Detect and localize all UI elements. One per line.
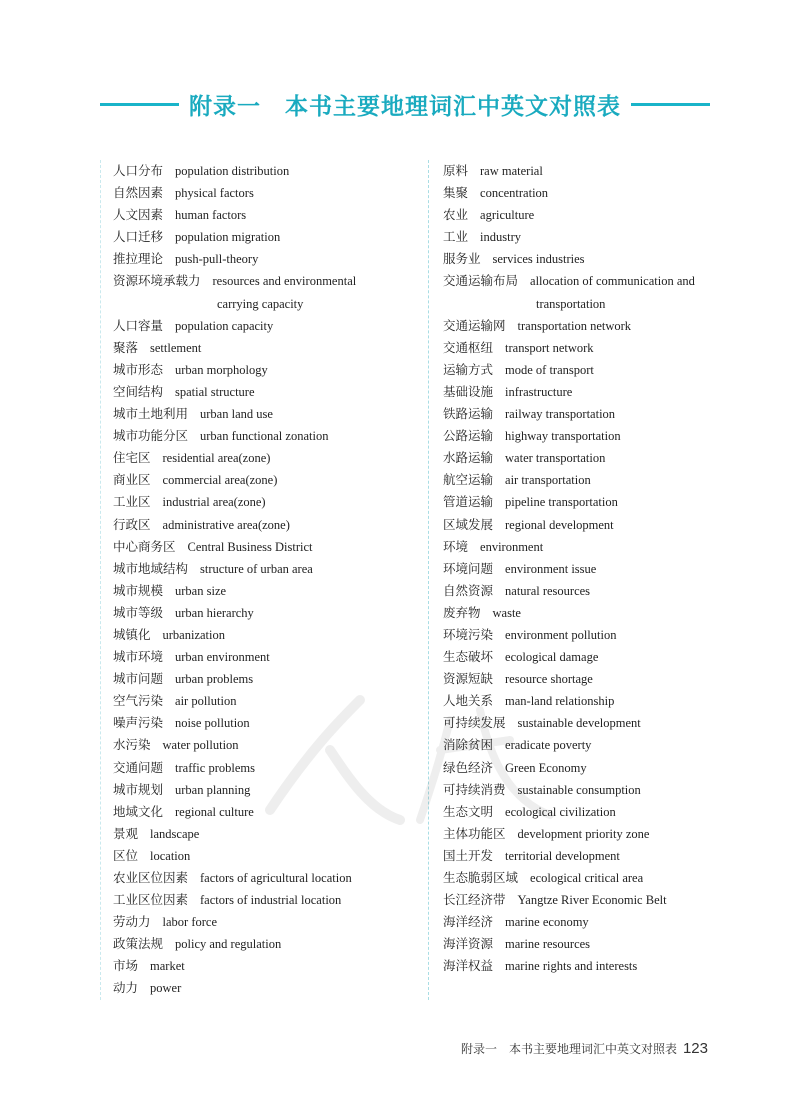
term-english: sustainable development [517, 716, 641, 731]
glossary-entry [113, 889, 423, 911]
term-english: urban problems [175, 672, 254, 687]
glossary-entry [113, 182, 423, 204]
term-chinese: 集聚 [443, 185, 469, 201]
term-chinese: 空气污染 [113, 693, 164, 709]
term-english: natural resources [505, 583, 591, 598]
left-margin-rule [100, 160, 101, 1000]
term-chinese: 环境问题 [443, 560, 494, 576]
term-chinese: 人口迁移 [113, 229, 164, 245]
glossary-entry [443, 315, 743, 337]
glossary-entry [443, 226, 743, 248]
term-english: spatial structure [175, 384, 255, 399]
term-chinese: 动力 [113, 980, 139, 996]
term-english: pipeline transportation [505, 495, 618, 510]
title-rule-right [631, 103, 710, 106]
term-english: population capacity [175, 318, 274, 333]
glossary-entry [443, 337, 743, 359]
term-english: industry [480, 230, 521, 245]
term-english: administrative area(zone) [162, 517, 290, 532]
term-chinese: 铁路运输 [443, 406, 494, 422]
glossary-entry [113, 624, 423, 646]
term-chinese: 主体功能区 [443, 825, 506, 841]
term-chinese: 城市问题 [113, 671, 164, 687]
glossary-entry [113, 845, 423, 867]
term-english: marine economy [505, 915, 589, 930]
term-english: urban land use [200, 407, 273, 422]
term-chinese: 国土开发 [443, 847, 494, 863]
page-number: 123 [682, 1040, 708, 1057]
glossary-entry [443, 447, 743, 469]
glossary-entry [113, 469, 423, 491]
term-chinese: 城镇化 [113, 626, 151, 642]
glossary-entry [113, 248, 423, 270]
term-chinese: 长江经济带 [443, 892, 506, 908]
term-chinese: 生态破坏 [443, 649, 494, 665]
term-english: waste [492, 605, 521, 620]
glossary-entry [443, 270, 743, 314]
term-english: landscape [150, 826, 200, 841]
term-chinese: 人地关系 [443, 693, 494, 709]
glossary-entry [113, 823, 423, 845]
term-chinese: 人文因素 [113, 207, 164, 223]
term-chinese: 农业 [443, 207, 469, 223]
glossary-entry [443, 845, 743, 867]
term-english: Yangtze River Economic Belt [517, 893, 667, 908]
term-chinese: 市场 [113, 958, 139, 974]
glossary-entry [443, 160, 743, 182]
glossary-entry [113, 514, 423, 536]
term-english: ecological civilization [505, 804, 616, 819]
term-chinese: 城市地域结构 [113, 560, 189, 576]
term-chinese: 推拉理论 [113, 251, 164, 267]
term-english: concentration [480, 186, 549, 201]
term-chinese: 商业区 [113, 472, 151, 488]
term-english: labor force [162, 915, 217, 930]
column-divider [428, 160, 429, 1000]
glossary-entry [113, 867, 423, 889]
term-chinese: 城市规模 [113, 582, 164, 598]
term-english: push-pull-theory [175, 252, 259, 267]
glossary-entry [443, 646, 743, 668]
term-english: services industries [492, 252, 585, 267]
glossary-entry [113, 690, 423, 712]
term-english: population migration [175, 230, 281, 245]
term-english: environment [480, 539, 544, 554]
term-chinese: 交通问题 [113, 759, 164, 775]
title-rule-left [100, 103, 179, 106]
term-chinese: 可持续消费 [443, 781, 506, 797]
term-chinese: 自然因素 [113, 185, 164, 201]
glossary-entry [113, 801, 423, 823]
glossary-entry [113, 977, 423, 999]
glossary-entry [113, 712, 423, 734]
term-chinese: 工业区 [113, 494, 151, 510]
glossary-entry [443, 558, 743, 580]
glossary-entry [443, 757, 743, 779]
glossary-entry [113, 491, 423, 513]
term-chinese: 城市等级 [113, 604, 164, 620]
term-english-continued: carrying capacity [217, 296, 304, 311]
glossary-entry [443, 955, 743, 977]
term-english: agriculture [480, 208, 535, 223]
term-chinese: 水路运输 [443, 450, 494, 466]
glossary-entry [113, 536, 423, 558]
glossary-entry [113, 447, 423, 469]
term-chinese: 劳动力 [113, 914, 151, 930]
glossary-right-column [443, 160, 743, 977]
term-english: marine resources [505, 937, 591, 952]
glossary-entry [113, 646, 423, 668]
term-english: water transportation [505, 451, 606, 466]
term-english: environment issue [505, 561, 597, 576]
term-chinese: 资源环境承载力 [113, 273, 201, 289]
term-chinese: 区位 [113, 847, 139, 863]
term-chinese: 原料 [443, 163, 469, 178]
term-chinese: 水污染 [113, 737, 151, 753]
glossary-entry [443, 668, 743, 690]
page-title-row [100, 86, 710, 122]
term-chinese: 服务业 [443, 251, 481, 267]
glossary-entry [113, 933, 423, 955]
term-english: environment pollution [505, 627, 617, 642]
term-chinese: 工业 [443, 229, 469, 245]
glossary-entry [443, 580, 743, 602]
glossary-entry [443, 469, 743, 491]
glossary-entry [443, 602, 743, 624]
term-chinese: 废弃物 [443, 604, 481, 620]
term-chinese: 人口分布 [113, 163, 164, 178]
term-english: air transportation [505, 473, 591, 488]
term-chinese: 城市形态 [113, 361, 164, 377]
glossary-entry [113, 602, 423, 624]
term-english: territorial development [505, 848, 620, 863]
glossary-entry [443, 624, 743, 646]
glossary-entry [443, 779, 743, 801]
term-english: market [150, 959, 185, 974]
term-english: urban planning [175, 782, 251, 797]
term-english: commercial area(zone) [162, 473, 278, 488]
term-english: ecological damage [505, 650, 599, 665]
glossary-entry [443, 536, 743, 558]
term-english: water pollution [162, 738, 239, 753]
glossary-entry [113, 955, 423, 977]
term-english: population distribution [175, 164, 290, 178]
glossary-entry [443, 248, 743, 270]
term-english: residential area(zone) [162, 451, 271, 466]
page-title: 附录一 本书主要地理词汇中英文对照表 [189, 93, 621, 120]
term-chinese: 海洋资源 [443, 936, 494, 952]
term-english: mode of transport [505, 362, 594, 377]
glossary-entry [113, 558, 423, 580]
term-chinese: 环境 [443, 538, 469, 554]
term-chinese: 交通运输网 [443, 317, 506, 333]
term-english: railway transportation [505, 407, 616, 422]
term-chinese: 生态文明 [443, 803, 494, 819]
glossary-entry [113, 403, 423, 425]
glossary-entry [113, 337, 423, 359]
term-english: traffic problems [175, 760, 255, 775]
glossary-entry [443, 381, 743, 403]
term-english: human factors [175, 208, 247, 223]
term-chinese: 可持续发展 [443, 715, 506, 731]
term-chinese: 生态脆弱区域 [443, 870, 519, 885]
term-english: development priority zone [517, 826, 650, 841]
term-chinese: 交通运输布局 [443, 273, 519, 289]
term-english: factors of agricultural location [200, 871, 352, 885]
glossary-entry [443, 823, 743, 845]
term-english: regional development [505, 517, 614, 532]
term-english: man-land relationship [505, 694, 615, 709]
glossary-entry [443, 204, 743, 226]
term-english-continued: transportation [536, 296, 606, 311]
glossary-entry [113, 226, 423, 248]
term-english: transportation network [517, 318, 632, 333]
glossary-entry [113, 381, 423, 403]
term-english: sustainable consumption [517, 782, 641, 797]
term-chinese: 城市功能分区 [113, 428, 189, 444]
term-chinese: 政策法规 [113, 936, 164, 952]
glossary-entry [443, 514, 743, 536]
term-english: policy and regulation [175, 937, 282, 952]
glossary-entry [113, 734, 423, 756]
term-english: settlement [150, 340, 202, 355]
glossary-entry [443, 425, 743, 447]
term-english: air pollution [175, 694, 237, 709]
term-english: marine rights and interests [505, 959, 638, 974]
term-chinese: 中心商务区 [113, 538, 176, 554]
term-english: industrial area(zone) [162, 495, 266, 510]
glossary-entry [113, 757, 423, 779]
glossary-entry [443, 734, 743, 756]
glossary-entry [443, 911, 743, 933]
glossary-entry [113, 911, 423, 933]
glossary-entry [113, 580, 423, 602]
term-chinese: 人口容量 [113, 317, 164, 333]
term-english: ecological critical area [530, 871, 644, 885]
glossary-entry [443, 403, 743, 425]
term-english: Central Business District [187, 539, 313, 554]
term-chinese: 绿色经济 [443, 759, 494, 775]
term-english: urban environment [175, 650, 270, 665]
term-english: transport network [505, 340, 594, 355]
term-chinese: 消除贫困 [443, 737, 494, 753]
term-english: urban functional zonation [200, 429, 329, 444]
term-english: urban hierarchy [175, 605, 254, 620]
term-chinese: 行政区 [113, 516, 151, 532]
term-chinese: 城市环境 [113, 649, 164, 665]
glossary-entry [113, 668, 423, 690]
term-chinese: 自然资源 [443, 582, 494, 598]
term-chinese: 地域文化 [113, 803, 164, 819]
term-chinese: 噪声污染 [113, 715, 164, 731]
glossary-entry [443, 182, 743, 204]
term-english: location [150, 848, 191, 863]
term-english: raw material [480, 164, 543, 178]
glossary-left-column [113, 160, 423, 1000]
term-chinese: 交通枢纽 [443, 339, 494, 355]
term-chinese: 运输方式 [443, 361, 494, 377]
term-chinese: 空间结构 [113, 383, 164, 399]
term-chinese: 工业区位因素 [113, 892, 189, 908]
term-chinese: 城市土地利用 [113, 406, 189, 422]
term-english: urban morphology [175, 362, 268, 377]
glossary-entry [113, 425, 423, 447]
term-chinese: 公路运输 [443, 428, 494, 444]
glossary-entry [443, 867, 743, 889]
term-chinese: 海洋经济 [443, 914, 494, 930]
term-english: resource shortage [505, 672, 593, 687]
glossary-entry [443, 690, 743, 712]
page-footer [461, 1040, 708, 1057]
glossary-entry [113, 779, 423, 801]
term-english: urban size [175, 583, 227, 598]
glossary-entry [113, 204, 423, 226]
glossary-entry [443, 359, 743, 381]
glossary-entry [113, 359, 423, 381]
glossary-entry [443, 801, 743, 823]
term-english: noise pollution [175, 716, 250, 731]
glossary-entry [443, 933, 743, 955]
glossary-entry [113, 270, 423, 314]
term-chinese: 聚落 [113, 339, 139, 355]
term-chinese: 住宅区 [113, 450, 151, 466]
term-chinese: 航空运输 [443, 472, 494, 488]
term-english: infrastructure [505, 384, 573, 399]
term-english: physical factors [175, 186, 254, 201]
glossary-entry [443, 712, 743, 734]
term-chinese: 基础设施 [443, 383, 494, 399]
term-english: highway transportation [505, 429, 621, 444]
term-chinese: 区域发展 [443, 516, 494, 532]
term-english: allocation of communication and [530, 274, 695, 289]
term-english: structure of urban area [200, 561, 313, 576]
glossary-entry [443, 491, 743, 513]
term-chinese: 管道运输 [443, 494, 494, 510]
term-chinese: 景观 [113, 825, 139, 841]
term-chinese: 海洋权益 [443, 958, 494, 974]
term-chinese: 城市规划 [113, 781, 164, 797]
glossary-entry [113, 160, 423, 182]
term-english: urbanization [162, 627, 225, 642]
term-chinese: 环境污染 [443, 626, 494, 642]
term-english: regional culture [175, 804, 254, 819]
term-english: Green Economy [505, 760, 587, 775]
term-english: factors of industrial location [200, 893, 342, 908]
term-english: resources and environmental [212, 274, 357, 289]
term-english: eradicate poverty [505, 738, 592, 753]
term-chinese: 资源短缺 [443, 671, 494, 687]
footer-title: 附录一 本书主要地理词汇中英文对照表 [460, 1042, 677, 1056]
term-english: power [150, 981, 182, 996]
term-chinese: 农业区位因素 [113, 870, 189, 885]
glossary-entry [443, 889, 743, 911]
glossary-entry [113, 315, 423, 337]
